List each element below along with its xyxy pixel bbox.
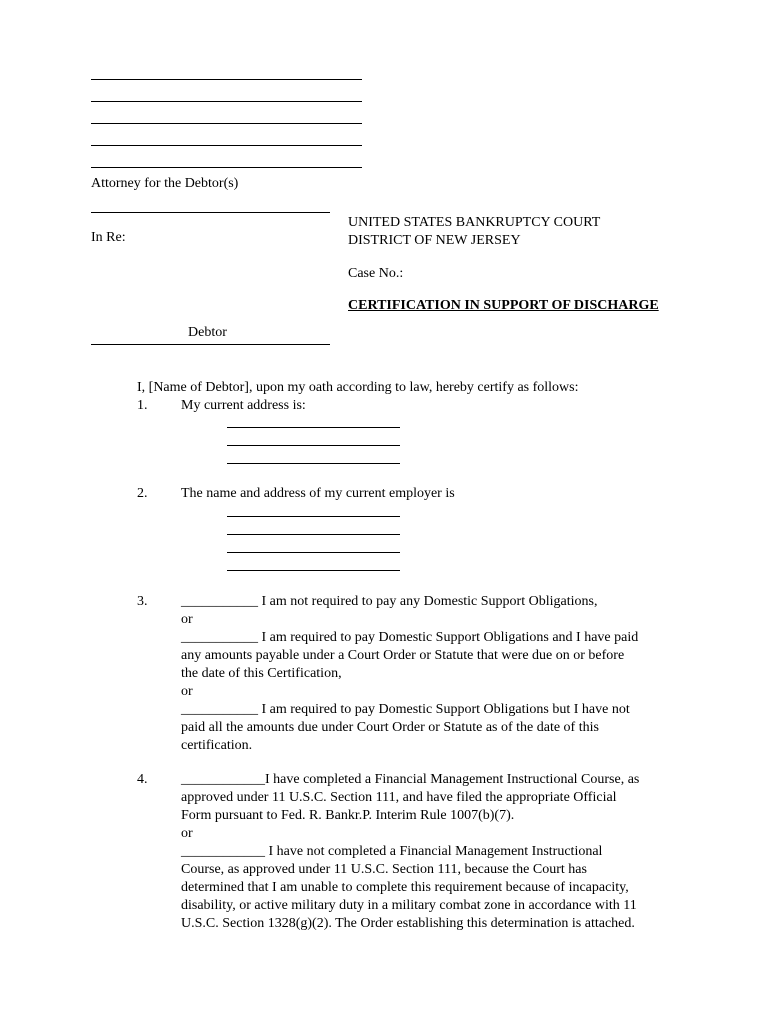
item-3-option-3-cont: paid all the amounts due under Court Order or Statute as of the date of this — [181, 720, 599, 735]
item-3-option-3[interactable]: ___________ I am required to pay Domestic Support Obligations but I have not — [181, 702, 630, 717]
item-4-option-2-cont: Course, as approved under 11 U.S.C. Section 111, because the Court has — [181, 862, 587, 877]
item-3-body — [181, 593, 638, 755]
employer-line-2[interactable] — [227, 534, 400, 535]
or-separator: or — [181, 684, 193, 699]
caption-bottom-line — [91, 344, 330, 345]
item-3-option-2-cont: any amounts payable under a Court Order or Statute that were due on or before — [181, 648, 625, 663]
item-1-number: 1. — [137, 398, 148, 413]
case-number-label: Case No.: — [348, 266, 404, 281]
item-4-option-2-cont: U.S.C. Section 1328(g)(2). The Order establishing this determination is attached. — [181, 916, 635, 931]
address-line-1[interactable] — [227, 427, 400, 428]
item-4-option-2-cont: determined that I am unable to complete this requirement because of incapacity, — [181, 880, 629, 895]
court-district: DISTRICT OF NEW JERSEY — [348, 233, 521, 248]
item-3-number: 3. — [137, 594, 148, 609]
item-3-option-2[interactable]: ___________ I am required to pay Domestic Support Obligations and I have paid — [181, 630, 639, 645]
employer-line-3[interactable] — [227, 552, 400, 553]
item-4-option-1-cont: Form pursuant to Fed. R. Bankr.P. Interim Rule 1007(b)(7). — [181, 808, 515, 823]
employer-line-1[interactable] — [227, 516, 400, 517]
item-4-option-2-cont: disability, or active military duty in a military combat zone in accordance with 11 — [181, 898, 637, 913]
item-3-option-3-cont: certification. — [181, 738, 253, 753]
intro-statement: I, [Name of Debtor], upon my oath according to law, hereby certify as follows: — [137, 380, 579, 395]
attorney-line-5[interactable] — [91, 167, 362, 168]
item-4-body — [181, 771, 639, 933]
in-re-label: In Re: — [91, 230, 126, 245]
attorney-line-4[interactable] — [91, 145, 362, 146]
item-4-option-1-cont: approved under 11 U.S.C. Section 111, and have filed the appropriate Official — [181, 790, 617, 805]
item-4-option-1[interactable]: ____________I have completed a Financial Management Instructional Course, as — [181, 772, 640, 787]
item-2-text: The name and address of my current employer is — [181, 486, 455, 501]
address-line-3[interactable] — [227, 463, 400, 464]
attorney-line-3[interactable] — [91, 123, 362, 124]
item-4-option-2[interactable]: ____________ I have not completed a Financial Management Instructional — [181, 844, 603, 859]
address-line-2[interactable] — [227, 445, 400, 446]
item-2-number: 2. — [137, 486, 148, 501]
item-3-option-2-cont: the date of this Certification, — [181, 666, 342, 681]
attorney-line-1[interactable] — [91, 79, 362, 80]
attorney-label: Attorney for the Debtor(s) — [91, 176, 239, 191]
attorney-line-2[interactable] — [91, 101, 362, 102]
item-3-option-1[interactable]: ___________ I am not required to pay any Domestic Support Obligations, — [181, 594, 598, 609]
debtor-label: Debtor — [188, 325, 227, 340]
or-separator: or — [181, 612, 193, 627]
court-name: UNITED STATES BANKRUPTCY COURT — [348, 215, 601, 230]
employer-line-4[interactable] — [227, 570, 400, 571]
item-4-number: 4. — [137, 772, 148, 787]
or-separator: or — [181, 826, 193, 841]
document-title: CERTIFICATION IN SUPPORT OF DISCHARGE — [348, 298, 659, 313]
item-1-text: My current address is: — [181, 398, 306, 413]
caption-top-line — [91, 212, 330, 213]
